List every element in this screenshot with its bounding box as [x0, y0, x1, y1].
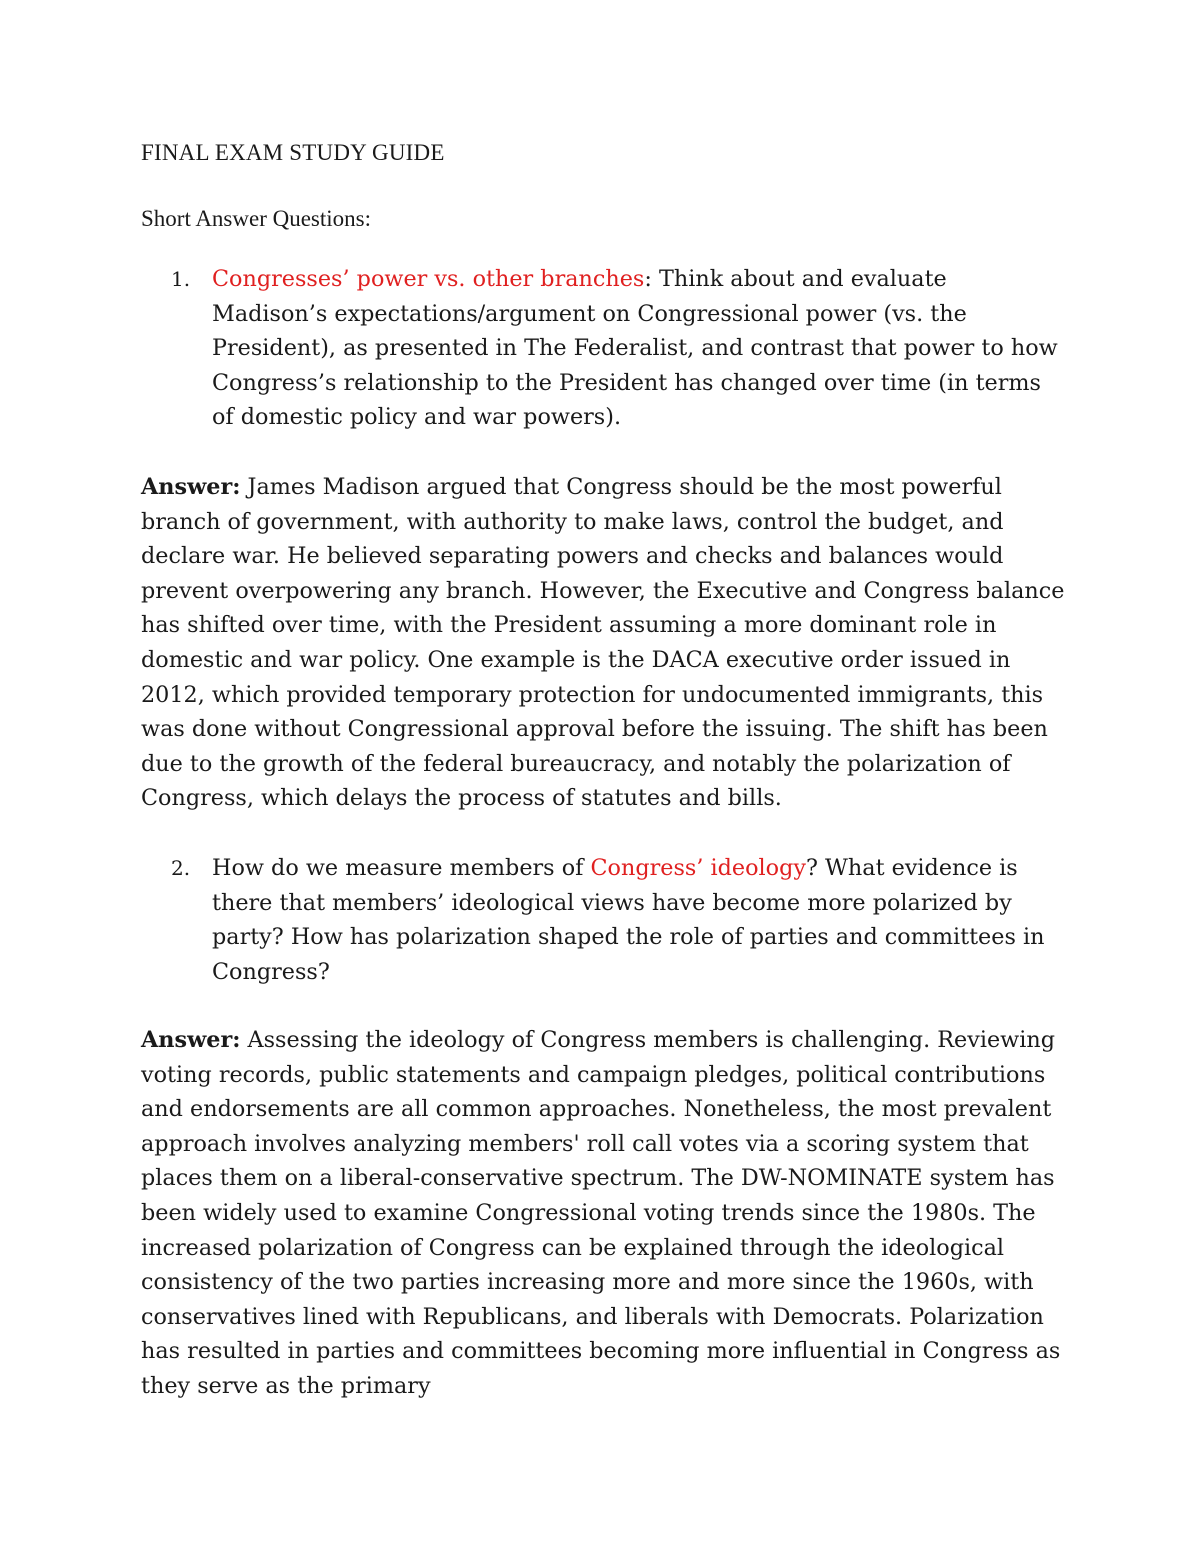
answer-label: Answer:: [141, 474, 241, 500]
question-number: 2.: [171, 856, 191, 880]
answer-2: [141, 1023, 1071, 1404]
question-highlight: Congresses’ power vs. other branches: [212, 266, 645, 292]
question-body: ? What evidence is there that members’ ideological views have become more polarized by party? How has polarization shaped the role of parties and committees in Congress?: [212, 855, 1045, 985]
question-highlight: Congress’ ideology: [590, 855, 806, 881]
question-body: : Think about and evaluate Madison’s expectations/argument on Congressional power (vs. the President), as presented in The Federalist, and contrast that power to how Congress’s relationship to the President has changed over time (in terms of domestic policy and war powers).: [212, 266, 1058, 431]
answer-label: Answer:: [141, 1027, 241, 1053]
document-title: FINAL EXAM STUDY GUIDE: [141, 140, 445, 165]
question-text: [212, 851, 1062, 989]
question-text: [212, 262, 1062, 435]
answer-text: James Madison argued that Congress should be the most powerful branch of government, with authority to make laws, control the budget, and declare war. He believed separating powers and checks and balances would prevent overpowering any branch. However, the Executive and Congress balance has shifted over time, with the President assuming a more dominant role in domestic and war policy. One example is the DACA executive order issued in 2012, which provided temporary protection for undocumented immigrants, this was done without Congressional approval before the issuing. The shift has been due to the growth of the federal bureaucracy, and notably the polarization of Congress, which delays the process of statutes and bills.: [141, 474, 1065, 812]
question-number: 1.: [171, 267, 191, 291]
answer-1: [141, 470, 1071, 816]
section-heading: Short Answer Questions:: [141, 206, 371, 231]
question-body-start: How do we measure members of: [212, 855, 591, 881]
answer-text: Assessing the ideology of Congress members is challenging. Reviewing voting records, public statements and campaign pledges, political contributions and endorsements are all common approaches. Nonetheless, the most prevalent approach involves analyzing members' roll call votes via a scoring system that places them on a liberal-conservative spectrum. The DW-NOMINATE system has been widely used to examine Congressional voting trends since the 1980s. The increased polarization of Congress can be explained through the ideological consistency of the two parties increasing more and more since the 1960s, with conservatives lined with Republicans, and liberals with Democrats. Polarization has resulted in parties and committees becoming more influential in Congress as they serve as the primary: [141, 1027, 1061, 1399]
